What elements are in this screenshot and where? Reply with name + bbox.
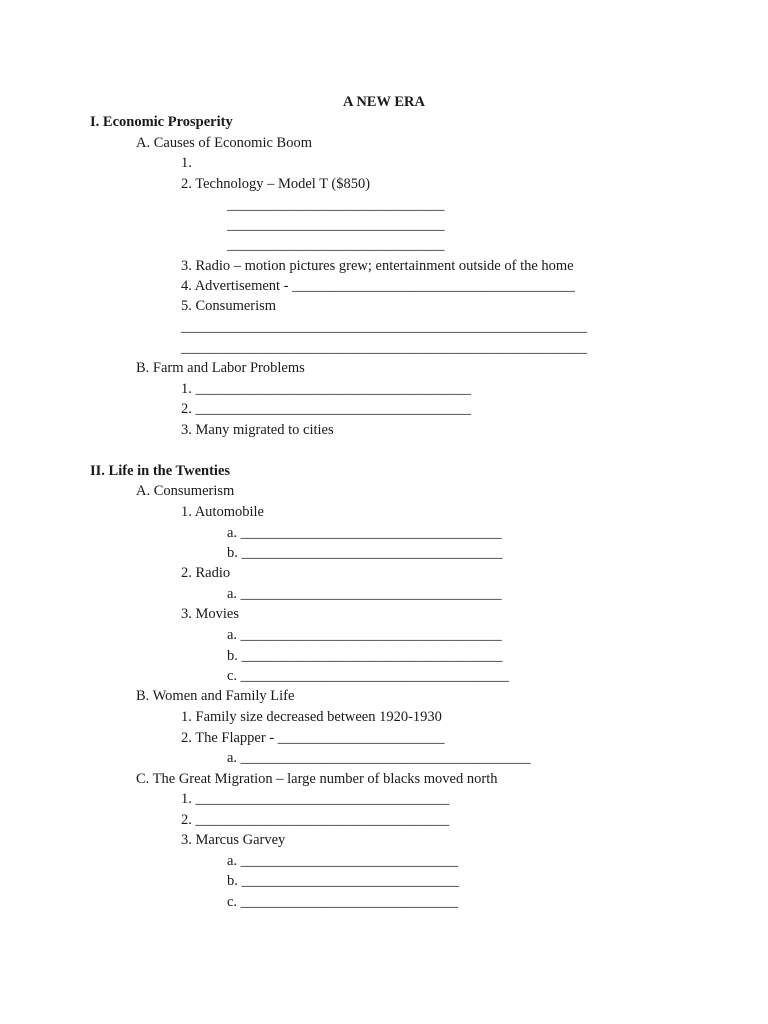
outline-line-sec-1-a-4-blank: 4. Advertisement - _______________________________________ xyxy=(181,278,575,294)
outline-line-sec-1-a-3: 3. Radio – motion pictures grew; entertainment outside of the home xyxy=(181,258,574,274)
outline-line-sec-2-a-1: 1. Automobile xyxy=(181,504,264,520)
outline-line-sec-1-a: A. Causes of Economic Boom xyxy=(136,135,312,151)
outline-line-sec-2-b-2-a-blank: a. ________________________________________ xyxy=(227,750,531,766)
outline-line-sec-2-c-3-b-blank: b. ______________________________ xyxy=(227,873,459,889)
outline-line-sec-2-a-2: 2. Radio xyxy=(181,565,231,581)
outline-line-sec-2-a: A. Consumerism xyxy=(136,483,235,499)
outline-line-sec-1-a-1: 1. xyxy=(181,155,192,171)
outline-line-sec-2-c-3-c-blank: c. ______________________________ xyxy=(227,894,459,910)
outline-line-sec-1-a-2-blank3-blank: ______________________________ xyxy=(227,237,445,253)
outline-line-sec-1-b: B. Farm and Labor Problems xyxy=(136,360,305,376)
outline-line-sec-2: II. Life in the Twenties xyxy=(90,463,231,479)
outline-line-sec-2-c: C. The Great Migration – large number of blacks moved north xyxy=(136,771,498,787)
outline-line-sec-2-a-2-a-blank: a. ____________________________________ xyxy=(227,586,502,602)
outline-line-sec-2-c-2-blank: 2. ___________________________________ xyxy=(181,812,450,828)
outline-line-sec-2-c-3-a-blank: a. ______________________________ xyxy=(227,853,459,869)
outline-line-sec-2-a-3-b-blank: b. ____________________________________ xyxy=(227,648,503,664)
outline-line-sec-1-a-5-blank2-blank: ________________________________________________________ xyxy=(181,340,587,356)
outline-line-sec-2-a-3: 3. Movies xyxy=(181,606,239,622)
outline-line-sec-1-b-3: 3. Many migrated to cities xyxy=(181,422,334,438)
outline-line-sec-2-c-3: 3. Marcus Garvey xyxy=(181,832,286,848)
outline-line-sec-1: I. Economic Prosperity xyxy=(90,114,233,130)
outline-line-sec-2-a-3-c-blank: c. _____________________________________ xyxy=(227,668,509,684)
outline-line-sec-2-b-1: 1. Family size decreased between 1920-1930 xyxy=(181,709,442,725)
page-title: A NEW ERA xyxy=(343,94,425,110)
outline-line-sec-2-a-1-b-blank: b. ____________________________________ xyxy=(227,545,503,561)
outline-line-sec-1-a-5-blank1-blank: ________________________________________________________ xyxy=(181,319,587,335)
outline-line-sec-2-c-1-blank: 1. ___________________________________ xyxy=(181,791,450,807)
outline-line-sec-2-a-3-a-blank: a. ____________________________________ xyxy=(227,627,502,643)
outline-line-sec-1-a-2-blank1-blank: ______________________________ xyxy=(227,197,445,213)
outline-line-sec-1-a-2-blank2-blank: ______________________________ xyxy=(227,217,445,233)
outline-line-sec-2-a-1-a-blank: a. ____________________________________ xyxy=(227,525,502,541)
outline-line-sec-1-b-1-blank: 1. ______________________________________ xyxy=(181,381,471,397)
outline-line-sec-1-b-2-blank: 2. ______________________________________ xyxy=(181,401,471,417)
outline-line-sec-2-b-2-blank: 2. The Flapper - _______________________ xyxy=(181,730,445,746)
outline-line-sec-1-a-2: 2. Technology – Model T ($850) xyxy=(181,176,371,192)
outline-line-sec-1-a-5: 5. Consumerism xyxy=(181,298,277,314)
outline-line-sec-2-b: B. Women and Family Life xyxy=(136,688,295,704)
